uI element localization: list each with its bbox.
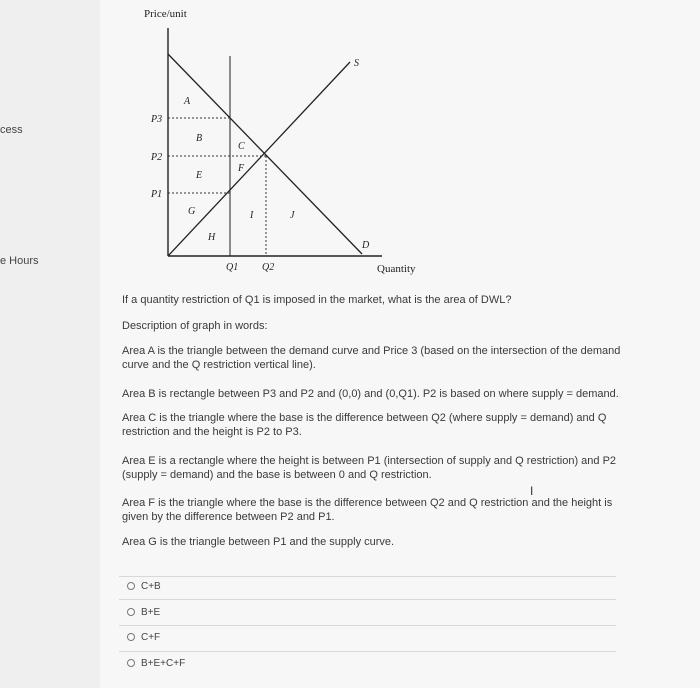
area-a-description: Area A is the triangle between the demand curve and Price 3 (based on the intersection of the demand curve and the Q restriction vertical line). — [122, 345, 621, 371]
desc-block — [122, 319, 622, 333]
area-f-description: Area F is the triangle where the base is the difference between Q2 and Q restriction and the height is given by the difference between P2 and P1. — [122, 497, 613, 523]
supply-curve — [168, 62, 350, 256]
area-a-label: A — [184, 96, 191, 107]
para-g-block — [122, 535, 622, 549]
p3-label: P3 — [151, 114, 163, 125]
y-axis-label: Price/unit — [144, 8, 187, 20]
sidebar-item-access[interactable]: cess — [0, 124, 23, 136]
area-e-label: E — [196, 170, 203, 181]
demand-label: D — [362, 240, 370, 251]
area-g-label: G — [188, 206, 196, 217]
area-j-label: J — [290, 210, 295, 221]
area-i-label: I — [250, 210, 254, 221]
q1-label: Q1 — [226, 262, 239, 273]
question-block — [122, 293, 622, 307]
demand-curve — [168, 54, 362, 254]
question-prompt: If a quantity restriction of Q1 is imposed in the market, what is the area of DWL? — [122, 294, 512, 306]
option-label: B+E — [141, 606, 161, 618]
radio-icon[interactable] — [127, 633, 135, 641]
q2-label: Q2 — [262, 262, 275, 273]
option-b-e-c-f[interactable] — [127, 653, 617, 673]
option-divider — [119, 625, 616, 626]
para-e-block — [122, 454, 622, 482]
option-b-plus-e[interactable] — [127, 602, 617, 622]
option-label: C+F — [141, 631, 161, 643]
x-axis-label: Quantity — [377, 263, 416, 275]
p1-label: P1 — [151, 189, 163, 200]
radio-icon[interactable] — [127, 659, 135, 667]
area-g-description: Area G is the triangle between P1 and the supply curve. — [122, 536, 395, 548]
left-sidebar — [0, 0, 101, 688]
option-label: B+E+C+F — [141, 657, 186, 669]
sidebar-item-hours[interactable]: e Hours — [0, 255, 39, 267]
option-c-plus-b[interactable] — [127, 576, 617, 596]
area-b-label: B — [196, 133, 203, 144]
description-heading: Description of graph in words: — [122, 320, 268, 332]
option-divider — [119, 599, 616, 600]
area-h-label: H — [208, 232, 216, 243]
radio-icon[interactable] — [127, 608, 135, 616]
supply-label: S — [354, 58, 359, 69]
supply-demand-graph — [120, 0, 440, 285]
option-label: C+B — [141, 580, 161, 592]
area-e-description: Area E is a rectangle where the height is between P1 (intersection of supply and Q restriction) and P2 (supply = demand) and the base is between 0 and Q restriction. — [122, 455, 617, 481]
area-c-label: C — [238, 141, 245, 152]
area-c-description: Area C is the triangle where the base is the difference between Q2 (where supply = demand) and Q restriction and the height is P2 to P3. — [122, 412, 607, 438]
para-b-block — [122, 387, 622, 401]
para-a-block — [122, 344, 622, 372]
option-c-plus-f[interactable] — [127, 627, 617, 647]
p2-label: P2 — [151, 152, 163, 163]
radio-icon[interactable] — [127, 582, 135, 590]
para-f-block — [122, 496, 622, 524]
area-f-label: F — [238, 163, 245, 174]
para-c-block — [122, 411, 622, 439]
option-divider — [119, 651, 616, 652]
text-cursor-icon: I — [530, 484, 534, 498]
area-b-description: Area B is rectangle between P3 and P2 and (0,0) and (0,Q1). P2 is based on where supply = demand. — [122, 388, 619, 400]
